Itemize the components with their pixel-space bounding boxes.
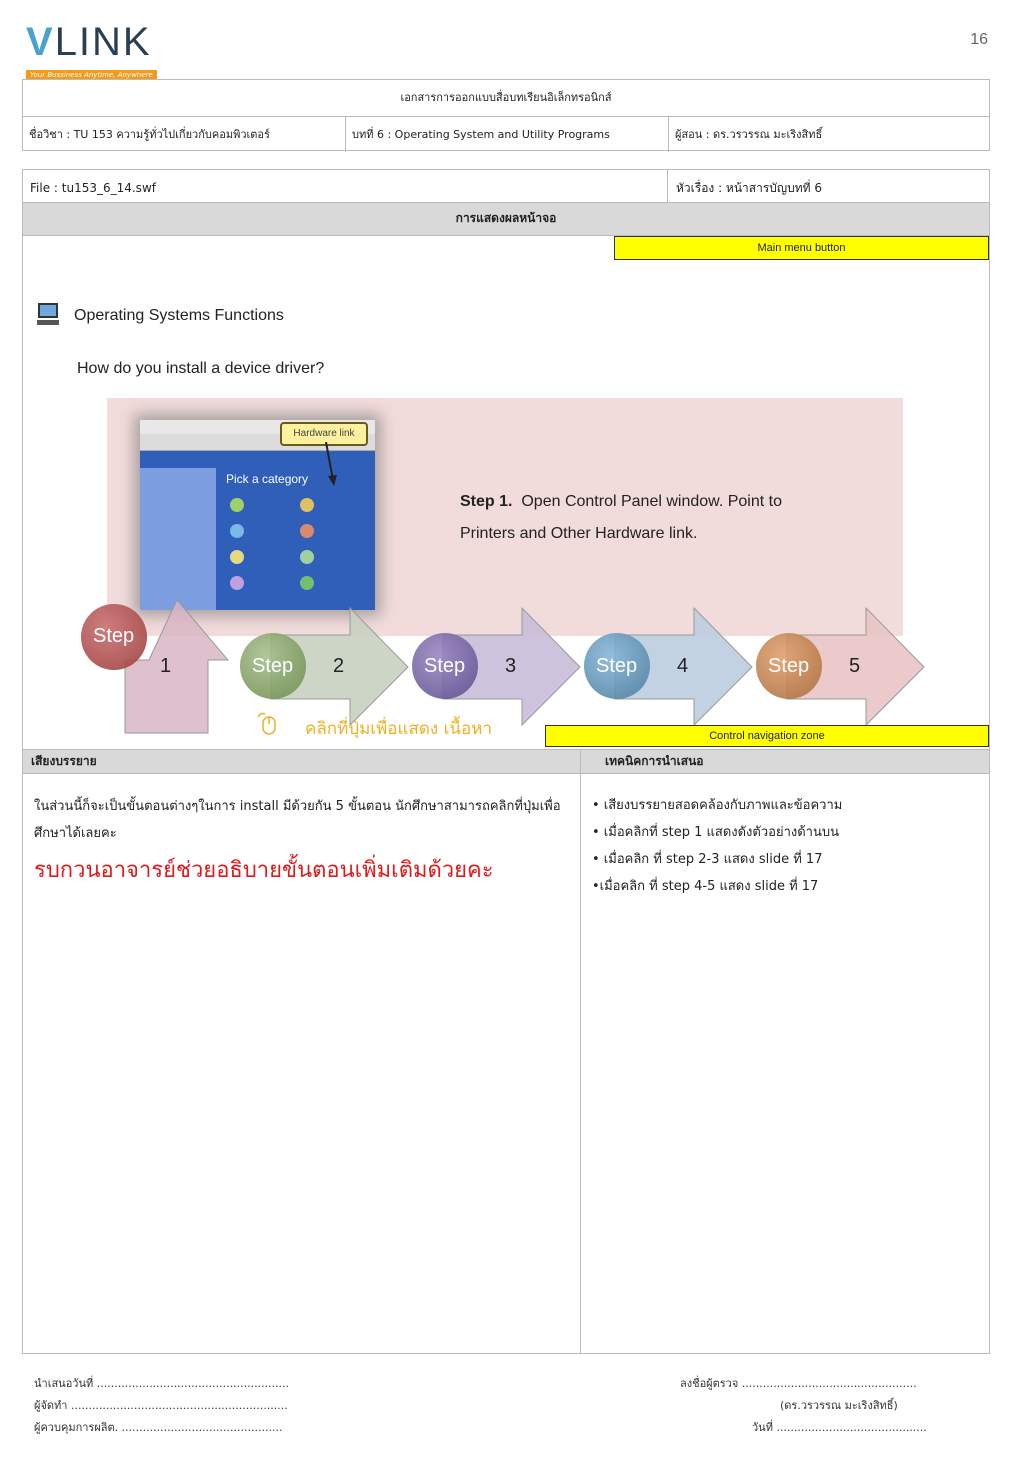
step-1-label: Step (93, 625, 135, 647)
section-title: Operating Systems Functions (74, 307, 284, 324)
divider (22, 749, 990, 750)
step-line-1: Open Control Panel window. Point to (521, 493, 782, 510)
category-icon (230, 576, 244, 590)
step-line-2: Printers and Other Hardware link. (460, 525, 698, 542)
document-title: เอกสารการออกแบบสื่อบทเรียนอิเล็กทรอนิกส์ (23, 80, 989, 117)
logo-tagline: Your Bussiness Anytime, Anywhere (26, 70, 157, 80)
step-3-label: Step (424, 655, 466, 677)
control-nav-label: Control navigation zone (545, 725, 989, 747)
chapter-cell: บทที่ 6 : Operating System and Utility Programs (346, 117, 669, 152)
technique-list (592, 792, 842, 900)
step-4-number: 4 (677, 655, 689, 677)
divider (22, 773, 990, 774)
document-header-table (22, 79, 990, 151)
question-text: How do you install a device driver? (77, 360, 325, 377)
technique-item: • เมื่อคลิก ที่ step 2-3 แสดง slide ที่ 17 (592, 852, 823, 867)
hardware-link-callout: Hardware link (280, 422, 368, 446)
narration-text: ในส่วนนี้ก็จะเป็นขั้นตอนต่างๆในการ install มีด้วยกัน 5 ขั้นตอน นักศึกษาสามารถคลิกที่ปุ่มเพื่อศึกษาได้เลยคะ (34, 799, 561, 841)
topic: หัวเรื่อง : หน้าสารบัญบทที่ 6 (676, 181, 823, 195)
narration-header: เสียงบรรยาย (23, 750, 580, 773)
column-divider (580, 749, 581, 1354)
vlink-logo (26, 20, 176, 79)
technique-item: •เมื่อคลิก ที่ step 4-5 แสดง slide ที่ 17 (592, 879, 819, 894)
logo-letters: LINK (54, 20, 152, 64)
technique-item: • เสียงบรรยายสอดคล้องกับภาพและข้อความ (592, 798, 843, 813)
presented-date: นำเสนอวันที่ ....................................................... (34, 1377, 290, 1390)
category-icon (230, 498, 244, 512)
step-5-number: 5 (849, 655, 861, 677)
technique-header: เทคนิคการนำเสนอ (581, 750, 989, 773)
category-icon (300, 550, 314, 564)
technique-item: • เมื่อคลิกที่ step 1 แสดงดังตัวอย่างด้านบน (592, 825, 839, 840)
main-menu-label: Main menu button (614, 236, 989, 260)
file-row (22, 169, 990, 203)
logo-letter-v: V (26, 20, 55, 64)
teacher-cell: ผู้สอน : ดร.วรวรรณ มะเริงสิทธิ์ (675, 128, 823, 141)
pick-category-text: Pick a category (226, 472, 309, 486)
category-icon (300, 524, 314, 538)
step-4-label: Step (596, 655, 638, 677)
callout-arrow-icon (320, 442, 340, 488)
footer-left (34, 1373, 289, 1439)
file-name: File : tu153_6_14.swf (22, 169, 668, 202)
display-section-bar: การแสดงผลหน้าจอ (23, 203, 989, 236)
step-bold-label: Step 1. (460, 493, 513, 510)
step-2-label: Step (252, 655, 294, 677)
screenshot-sidebar (140, 468, 216, 610)
category-icon (230, 550, 244, 564)
computer-icon (36, 302, 60, 326)
step-1-number: 1 (160, 655, 172, 677)
mouse-click-icon (256, 711, 278, 735)
checker-name: (ดร.วรวรรณ มะเริงสิทธิ์) (780, 1399, 898, 1412)
subject-cell: ชื่อวิชา : TU 153 ความรู้ทั่วไปเกี่ยวกับคอมพิวเตอร์ (23, 117, 346, 152)
red-note: รบกวนอาจารย์ช่วยอธิบายขั้นตอนเพิ่มเติมด้วยคะ (34, 858, 494, 883)
step-description (460, 486, 782, 550)
step-2-number: 2 (333, 655, 345, 677)
category-icon (230, 524, 244, 538)
production-controller: ผู้ควบคุมการผลิต. .............................................. (34, 1421, 283, 1434)
checker-date: วันที่ ........................................... (752, 1421, 927, 1434)
category-icon (300, 576, 314, 590)
category-icon (300, 498, 314, 512)
step-3-number: 3 (505, 655, 517, 677)
step-5-label: Step (768, 655, 810, 677)
maker: ผู้จัดทำ .............................................................. (34, 1399, 288, 1412)
footer-checker: ลงชื่อผู้ตรวจ .................................................. (680, 1377, 917, 1390)
page-number: 16 (970, 31, 988, 48)
click-hint: คลิกที่ปุ่มเพื่อแสดง เนื้อหา (305, 719, 492, 739)
